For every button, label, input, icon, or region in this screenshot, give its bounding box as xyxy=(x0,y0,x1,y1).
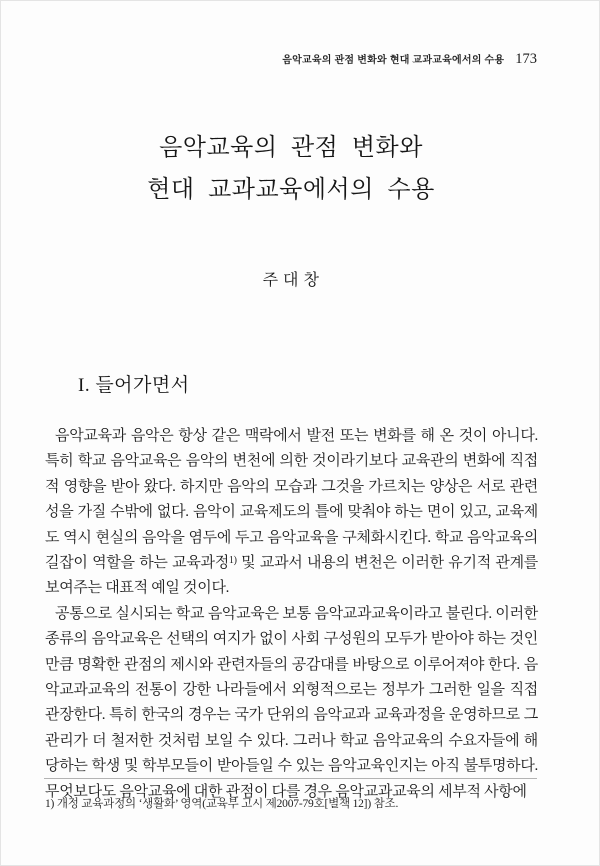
footnote-reference-1: 1) xyxy=(228,555,237,567)
footnote-divider xyxy=(44,778,537,779)
running-header xyxy=(45,50,537,68)
section-heading: I. 들어가면서 xyxy=(78,375,190,396)
page-number: 173 xyxy=(515,51,537,67)
paper-title-line-2: 현대 교과교육에서의 수용 xyxy=(147,177,435,203)
paragraph-2: 공통으로 실시되는 학교 음악교육은 보통 음악교과교육이라고 불린다. 이러한 종류의 음악교육은 선택의 여지가 없이 사회 구성원의 모두가 받아야 하는 것인 만큼 명확한 관점의 제시와 관련자들의 공감대를 바탕으로 이루어져야 한다. 음악교과교육의 전통이 강한 나라들에서 외형적으로는 정부가 그러한 일을 직접 관장한다. 특히 한국의 경우는 국가 단위의 음악교과 교육과정을 운영하므로 그 관리가 더 철저한 것처럼 보일 수 있다. 그러나 학교 음악교육의 수요자들에 해당하는 학생 및 학부모들이 받아들일 수 있는 음악교육인지는 아직 불투명하다. 무엇보다도 음악교육에 대한 관점이 다를 경우 음악교과교육의 세부적 사항에 xyxy=(45,605,538,800)
footnote-1: 1) 개정 교육과정의 ‘생활화’ 영역(교육부 고시 제2007-79호[별책 12]) 참조. xyxy=(45,798,399,810)
paper-title-line-1: 음악교육의 관점 변화와 xyxy=(159,135,423,161)
paragraph-1-text: 음악교육과 음악은 항상 같은 맥락에서 발전 또는 변화를 해 온 것이 아니다. 특히 학교 음악교육은 음악의 변천에 의한 것이라기보다 교육관의 변화에 직접적 영향을 받아 왔다. 하지만 음악의 모습과 그것을 가르치는 양상은 서로 관련성을 가질 수밖에 없다. 음악이 교육제도의 틀에 맞춰야 하는 면이 있고, 교육제도 역시 현실의 음악을 염두에 두고 음악교육을 구체화시킨다. 학교 음악교육의 길잡이 역할을 하는 교육과정 xyxy=(45,428,538,572)
running-header-title: 음악교육의 관점 변화와 현대 교과교육에서의 수용 xyxy=(282,55,505,66)
body-text xyxy=(45,424,538,805)
paragraph-1 xyxy=(45,424,538,602)
paper-title xyxy=(45,127,537,211)
paragraph-1-text-after-ref: 및 교과서 내용의 변천은 이러한 유기적 관계를 보여주는 대표적 예일 것이다. xyxy=(45,555,538,597)
author-name: 주 대 창 xyxy=(262,272,320,289)
